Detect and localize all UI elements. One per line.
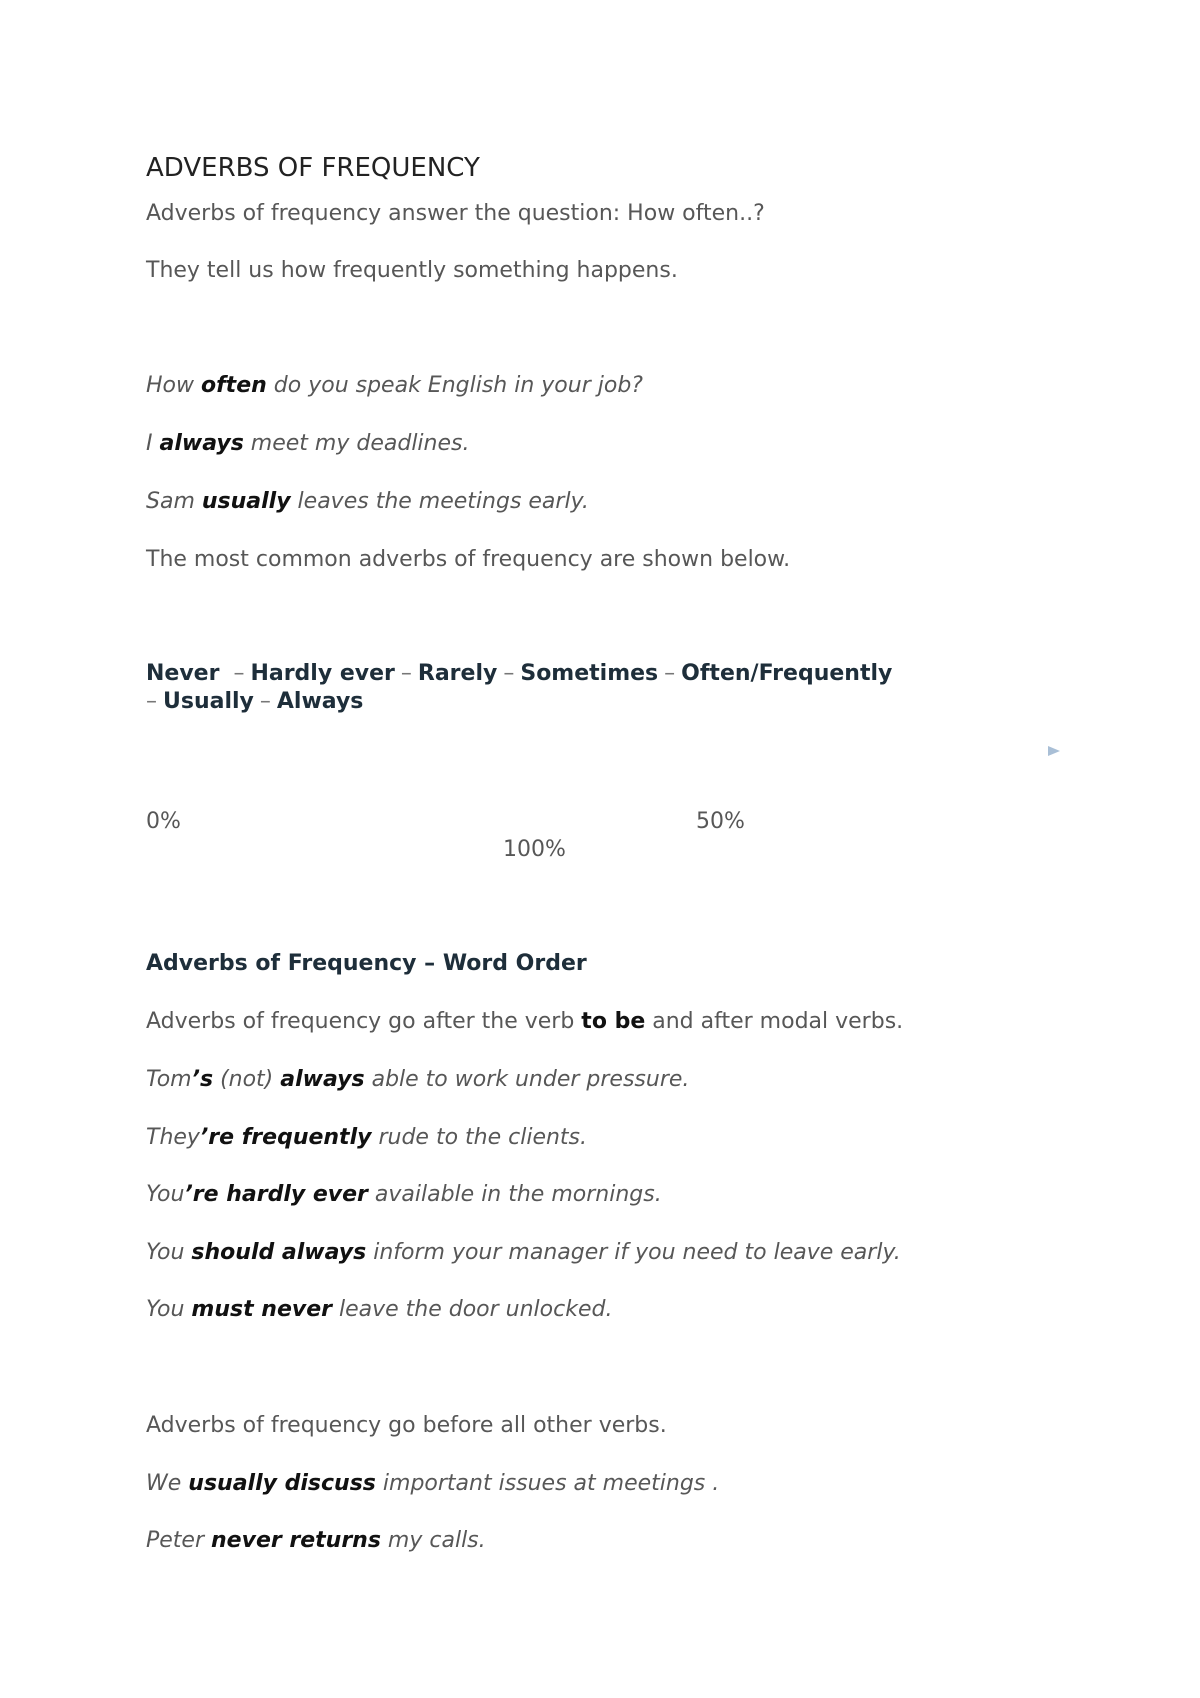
scale-word-always: Always bbox=[276, 689, 364, 714]
frequency-scale-row-1 bbox=[146, 660, 892, 688]
example-usually: Sam usually leaves the meetings early. bbox=[146, 489, 589, 514]
scale-separator: – bbox=[503, 661, 515, 686]
arrow-head bbox=[1048, 746, 1060, 756]
scale-separator: – bbox=[146, 689, 157, 714]
scale-separator: – bbox=[233, 661, 245, 686]
example-must-never: You must never leave the door unlocked. bbox=[146, 1297, 613, 1322]
scale-label-100-percent: 100% bbox=[503, 837, 566, 862]
rule-after-to-be: Adverbs of frequency go after the verb to be and after modal verbs. bbox=[146, 1009, 904, 1034]
page-title: ADVERBS OF FREQUENCY bbox=[146, 153, 480, 183]
scale-word-often-frequently: Often/Frequently bbox=[681, 661, 893, 686]
scale-word-usually: Usually bbox=[163, 689, 254, 714]
frequency-arrow bbox=[146, 743, 1062, 759]
common-note: The most common adverbs of frequency are shown below. bbox=[146, 547, 791, 572]
scale-separator: – bbox=[259, 689, 271, 714]
intro-line-1: Adverbs of frequency answer the question: How often..? bbox=[146, 201, 765, 226]
intro-line-2: They tell us how frequently something happens. bbox=[146, 258, 678, 283]
rule-before-other-verbs: Adverbs of frequency go before all other verbs. bbox=[146, 1413, 667, 1438]
scale-label-50-percent: 50% bbox=[696, 809, 745, 834]
example-youre-hardly-ever: You’re hardly ever available in the mornings. bbox=[146, 1182, 662, 1207]
scale-word-rarely: Rarely bbox=[417, 661, 498, 686]
scale-separator: – bbox=[400, 661, 412, 686]
scale-word-sometimes: Sometimes bbox=[520, 661, 659, 686]
example-toms-always: Tom’s (not) always able to work under pressure. bbox=[146, 1067, 690, 1092]
example-often: How often do you speak English in your job? bbox=[146, 373, 643, 398]
scale-separator: – bbox=[664, 661, 676, 686]
frequency-scale-row-2 bbox=[146, 688, 363, 716]
example-never-returns: Peter never returns my calls. bbox=[146, 1528, 486, 1553]
scale-word-hardly-ever: Hardly ever bbox=[250, 661, 395, 686]
word-order-heading: Adverbs of Frequency – Word Order bbox=[146, 951, 587, 976]
example-should-always: You should always inform your manager if you need to leave early. bbox=[146, 1240, 901, 1265]
example-always: I always meet my deadlines. bbox=[146, 431, 470, 456]
scale-label-0-percent: 0% bbox=[146, 809, 181, 834]
example-usually-discuss: We usually discuss important issues at meetings . bbox=[146, 1471, 720, 1496]
scale-word-never: Never bbox=[146, 661, 220, 686]
example-theyre-frequently: They’re frequently rude to the clients. bbox=[146, 1125, 587, 1150]
